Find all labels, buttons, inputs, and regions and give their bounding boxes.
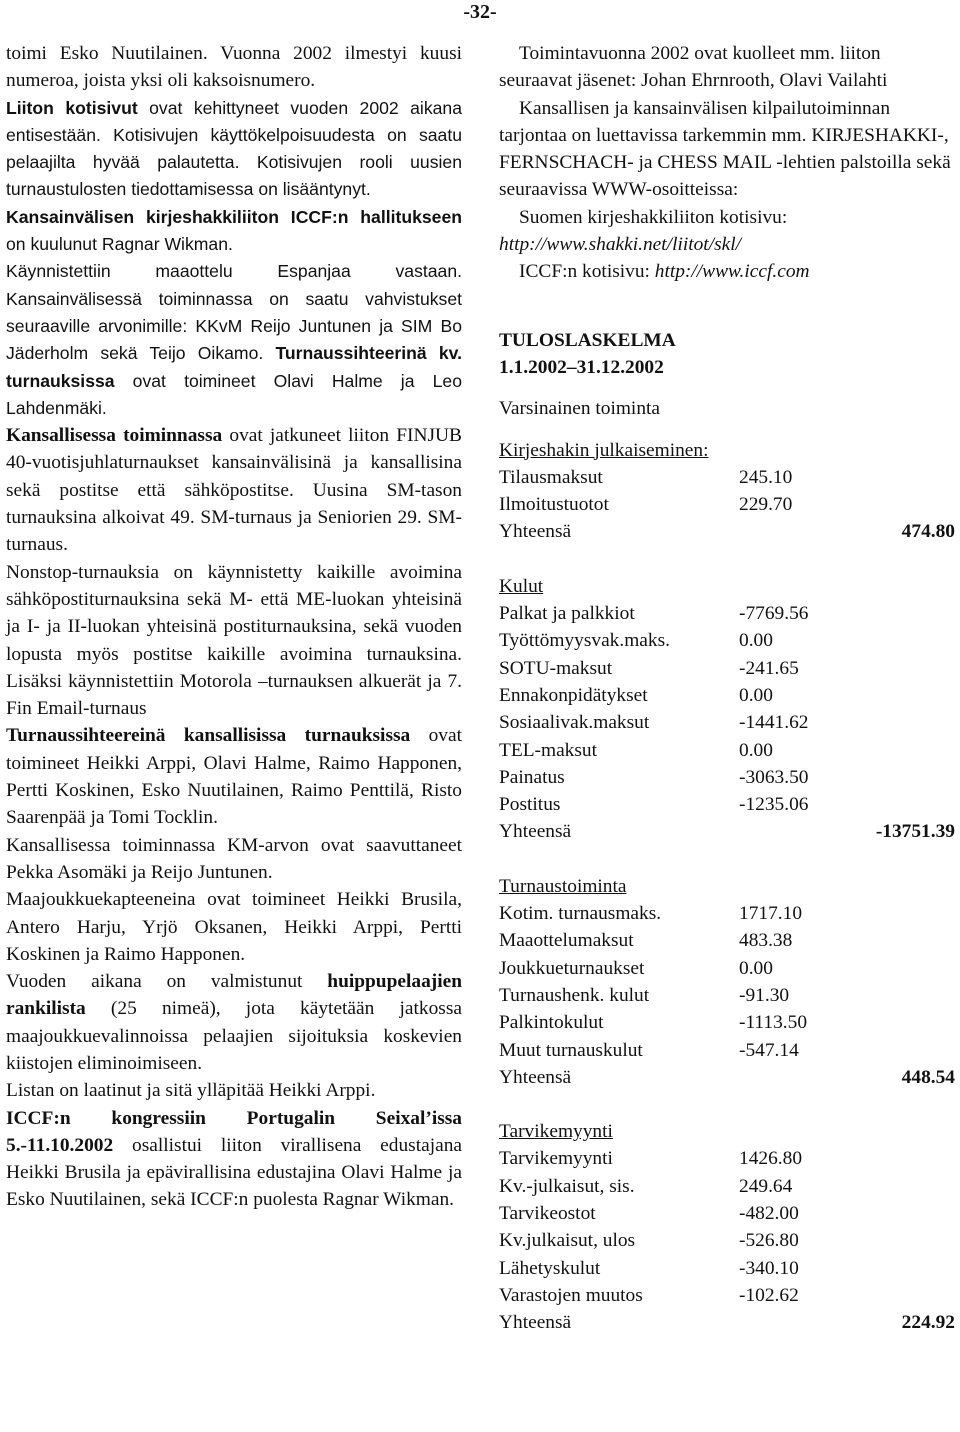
statement-row (499, 1255, 955, 1282)
text: Vuoden aikana on valmistunut (6, 971, 328, 993)
row-amount: 483.38 (739, 930, 793, 952)
skl-homepage-link[interactable]: http://www.shakki.net/liitot/skl/ (499, 234, 742, 256)
total-value: 448.54 (901, 1066, 955, 1088)
text: Käynnistettiin maaottelu Espanjaa vastaan. Kansainvälisessä toiminnassa on saatu vahvistukset seuraaville arvonimille: KKvM Reijo Juntunen ja SIM Bo Jäderholm sekä Teijo Oikamo. (6, 261, 462, 364)
statement-row (499, 464, 955, 491)
statement-row (499, 1173, 955, 1200)
spacer (499, 313, 955, 327)
statement-row (499, 764, 955, 791)
text: Nonstop-turnauksia on käynnistetty kaikille avoimina sähköpostiturnauksina sekä M- että ME-luokan yhteisinä ja I- ja II-luokan yhteisinä postiturnauksina, sekä vuoden lopusta myös postitse kaikille avoimina turnauksina. Lisäksi käynnistettiin Motorola –turnauksen alkuerät ja 7. Fin Email-turnaus (6, 561, 462, 720)
row-amount: -3063.50 (739, 766, 809, 788)
row-amount: -482.00 (739, 1202, 799, 1224)
paragraph-deceased: Toimintavuonna 2002 ovat kuolleet mm. liiton seuraavat jäsenet: Johan Ehrnrooth, Olavi Vailahti (499, 43, 888, 92)
bold-text: Kansallisessa toiminnassa (6, 425, 223, 447)
paragraph-skl-link (499, 204, 955, 259)
bold-text: Liiton kotisivut (6, 97, 138, 118)
row-amount: 245.10 (739, 466, 793, 488)
paragraph-ranking (6, 968, 462, 1077)
statement-row (499, 1200, 955, 1227)
row-label: Tarvikeostot (499, 1202, 596, 1224)
section-title: Kirjeshakin julkaiseminen: (499, 439, 709, 461)
right-column (499, 40, 955, 1336)
statement-row (499, 600, 955, 627)
row-amount: 1717.10 (739, 903, 803, 925)
statement-row (499, 737, 955, 764)
text: on kuulunut Ragnar Wikman. (6, 234, 233, 255)
total-label: Yhteensä (499, 1066, 572, 1088)
statement-row (499, 1009, 955, 1036)
total-spacer (739, 1064, 859, 1091)
row-amount: -91.30 (739, 984, 790, 1006)
row-amount: 0.00 (739, 684, 773, 706)
statement-row (499, 1037, 955, 1064)
page-number: -32- (463, 1, 497, 23)
income-statement (499, 437, 955, 1337)
text: ovat jatkuneet liiton FINJUB 40-vuotisjuhlaturnaukset kansainvälisinä ja kansallisina sekä postitse että sähköpostitse. Uusina SM-tason turnauksina alkoivat 49. SM-turnaus ja Seniorien 29. SM-turnaus. (6, 425, 462, 556)
iccf-homepage-link[interactable]: http://www.iccf.com (654, 261, 810, 283)
row-label: Turnaushenk. kulut (499, 984, 650, 1006)
row-amount: -340.10 (739, 1257, 799, 1279)
row-label: Muut turnauskulut (499, 1039, 643, 1061)
paragraph-competition-info: Kansallisen ja kansainvälisen kilpailutoiminnan tarjontaa on luettavissa tarkemmin mm. KIRJESHAKKI-, FERNSCHACH- ja CHESS MAIL -lehtien palstoilla sekä seuraavissa WWW-osoitteissa: (499, 97, 951, 201)
row-label: Varastojen muutos (499, 1284, 643, 1306)
row-amount: -1441.62 (739, 712, 809, 734)
row-amount: -1113.50 (739, 1012, 808, 1034)
row-label: Palkat ja palkkiot (499, 603, 635, 625)
paragraph-list (6, 1077, 462, 1104)
paragraph-km-title (6, 832, 462, 887)
spacer (499, 381, 955, 395)
paragraph-iccf-link (499, 258, 955, 285)
total-label: Yhteensä (499, 1312, 572, 1334)
report-subtitle: Varsinainen toiminta (499, 398, 661, 420)
text: osallistui liiton virallisena edustajana Heikki Brusila ja epävirallisina edustajina Olavi Halme ja Esko Nuutilainen, sekä ICCF:n puolesta Ragnar Wikman. (6, 1134, 462, 1211)
row-label: Kv.-julkaisut, sis. (499, 1175, 635, 1197)
total-spacer (739, 818, 859, 845)
total-spacer (739, 518, 859, 545)
row-amount: 0.00 (739, 739, 773, 761)
paragraph-nonstop (6, 559, 462, 723)
row-label: Palkintokulut (499, 1012, 604, 1034)
statement-row (499, 682, 955, 709)
statement-row (499, 655, 955, 682)
text: (25 nimeä), jota käytetään jatkossa maajoukkuevalinnoissa pelaajien sijoituksia koskevien kiistojen eliminoimiseen. (6, 998, 462, 1074)
row-label: Lähetyskulut (499, 1257, 601, 1279)
row-label: Postitus (499, 794, 561, 816)
report-period: 1.1.2002–31.12.2002 (499, 356, 664, 378)
row-amount: -7769.56 (739, 603, 809, 625)
row-label: TEL-maksut (499, 739, 598, 761)
total-row (499, 818, 955, 845)
row-amount: -547.14 (739, 1039, 799, 1061)
statement-row (499, 1227, 955, 1254)
paragraph-iccf-board (6, 204, 462, 259)
row-label: Ilmoitustuotot (499, 494, 609, 516)
statement-row (499, 982, 955, 1009)
paragraph-congress (6, 1105, 462, 1214)
total-row (499, 518, 955, 545)
paragraph-secretaries (6, 722, 462, 831)
row-amount: 0.00 (739, 630, 773, 652)
row-label: Työttömyysvak.maks. (499, 630, 670, 652)
paragraph-magazine (6, 40, 462, 95)
row-amount: -1235.06 (739, 794, 809, 816)
total-row (499, 1064, 955, 1091)
bold-text: huippupelaajien rankilista (6, 971, 462, 1020)
row-label: Kv.julkaisut, ulos (499, 1230, 636, 1252)
text: Kansallisessa toiminnassa KM-arvon ovat saavuttaneet Pekka Asomäki ja Reijo Juntunen. (6, 834, 462, 883)
statement-row (499, 1282, 955, 1309)
total-spacer (739, 1309, 859, 1336)
total-value: -13751.39 (875, 821, 955, 843)
paragraph-national (6, 422, 462, 558)
section-title: Kulut (499, 575, 544, 597)
section-title: Turnaustoiminta (499, 875, 627, 897)
paragraph-international (6, 258, 462, 422)
statement-row (499, 627, 955, 654)
text: ovat toimineet Olavi Halme ja Leo Lahdenmäki. (6, 370, 462, 418)
statement-row (499, 491, 955, 518)
statement-row (499, 709, 955, 736)
bold-text: ICCF:n kongressiin Portugalin Seixal’issa 5.-11.10.2002 (6, 1107, 462, 1156)
row-amount: 249.64 (739, 1175, 793, 1197)
row-amount: -526.80 (739, 1230, 799, 1252)
row-label: Sosiaalivak.maksut (499, 712, 650, 734)
statement-row (499, 900, 955, 927)
total-value: 474.80 (901, 521, 955, 543)
row-label: Tarvikemyynti (499, 1148, 613, 1170)
row-label: Joukkueturnaukset (499, 957, 645, 979)
spacer (499, 423, 955, 437)
row-label: Maaottelumaksut (499, 930, 634, 952)
row-amount: 1426.80 (739, 1148, 803, 1170)
total-row (499, 1309, 955, 1336)
statement-row (499, 955, 955, 982)
spacer (499, 1091, 955, 1118)
row-label: SOTU-maksut (499, 657, 613, 679)
row-amount: 0.00 (739, 957, 773, 979)
paragraph-captains (6, 886, 462, 968)
total-value: 224.92 (901, 1312, 955, 1334)
link-label: ICCF:n kotisivu: (519, 261, 655, 283)
bold-text: Turnaussihteerinä kv. turnauksissa (6, 343, 463, 391)
bold-text: Turnaussihteereinä kansallisissa turnauksissa (6, 725, 411, 747)
left-column (6, 40, 462, 1214)
text: ovat toimineet Heikki Arppi, Olavi Halme, Raimo Happonen, Pertti Koskinen, Esko Nuutilainen, Raimo Penttilä, Risto Saarenpää ja Tomi Tocklin. (6, 725, 462, 829)
row-label: Tilausmaksut (499, 466, 603, 488)
row-label: Kotim. turnausmaks. (499, 903, 662, 925)
spacer (499, 286, 955, 313)
link-label: Suomen kirjeshakkiliiton kotisivu: (519, 206, 788, 228)
statement-row (499, 1145, 955, 1172)
text: ovat kehittyneet vuoden 2002 aikana entisestään. Kotisivujen käyttökelpoisuudesta on saatu pelaajilta hyvää palautetta. Kotisivujen rooli uusien turnaustulosten tiedottamisessa on lisääntynyt. (6, 97, 462, 200)
statement-row (499, 927, 955, 954)
total-label: Yhteensä (499, 821, 572, 843)
report-title: TULOSLASKELMA (499, 329, 676, 351)
statement-row (499, 791, 955, 818)
row-amount: 229.70 (739, 494, 793, 516)
row-amount: -102.62 (739, 1284, 799, 1306)
spacer (499, 546, 955, 573)
paragraph-homepage (6, 95, 462, 204)
spacer (499, 846, 955, 873)
row-label: Ennakonpidätykset (499, 684, 648, 706)
text: Maajoukkuekapteeneina ovat toimineet Heikki Brusila, Antero Harju, Yrjö Oksanen, Heikki Arppi, Pertti Koskinen ja Raimo Happonen. (6, 889, 462, 965)
total-label: Yhteensä (499, 521, 572, 543)
text: Listan on laatinut ja sitä ylläpitää Heikki Arppi. (6, 1080, 376, 1102)
row-label: Painatus (499, 766, 565, 788)
row-amount: -241.65 (739, 657, 799, 679)
section-title: Tarvikemyynti (499, 1121, 613, 1143)
bold-text: Kansainvälisen kirjeshakkiliiton ICCF:n hallitukseen (6, 206, 462, 227)
text: toimi Esko Nuutilainen. Vuonna 2002 ilmestyi kuusi numeroa, joista yksi oli kaksoisnumero. (6, 43, 462, 92)
